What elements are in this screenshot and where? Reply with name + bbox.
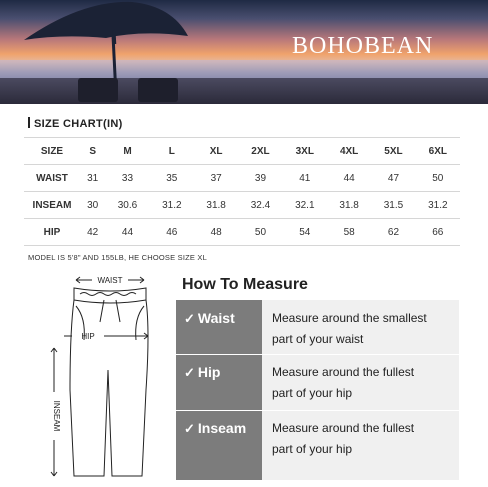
table-cell: 41 [283,165,327,192]
table-cell: 44 [105,219,149,246]
check-icon: ✓ [184,365,195,380]
measure-description [262,354,459,410]
table-cell: 32.4 [238,192,282,219]
table-cell: 50 [238,219,282,246]
table-cell: 31.5 [371,192,415,219]
beach-chair [78,78,118,102]
size-chart-title [28,117,123,130]
measure-label-text: Inseam [197,420,247,436]
waistband-elastic [80,293,136,296]
table-header-row [24,138,460,165]
table-cell: 30.6 [105,192,149,219]
brand-logo: BOHOBEAN [292,33,434,59]
measure-description-line: part of your hip [272,442,353,456]
measure-description-line: Measure around the fullest [272,421,415,435]
table-cell: 50 [416,165,460,192]
row-divider [176,410,459,411]
measure-description [262,410,459,480]
measure-label [176,354,262,410]
table-cell: 47 [371,165,415,192]
table-cell: 31.2 [150,192,194,219]
table-row [24,165,460,192]
row-divider [176,354,459,355]
table-cell: 35 [150,165,194,192]
banner-image [0,0,488,104]
table-cell: 46 [150,219,194,246]
table-cell: 33 [105,165,149,192]
table-cell: 32.1 [283,192,327,219]
table-cell: 39 [238,165,282,192]
table-header-cell: 3XL [283,138,327,165]
row-header: WAIST [24,165,80,192]
how-to-measure-title: How To Measure [182,276,308,293]
table-cell: 30 [80,192,105,219]
table-header-cell: S [80,138,105,165]
hip-label: HIP [81,332,95,341]
measure-label [176,300,262,354]
beach-chair [138,78,178,102]
table-header-cell: 4XL [327,138,371,165]
table-cell: 31.8 [327,192,371,219]
table-cell: 66 [416,219,460,246]
table-header-cell: L [150,138,194,165]
table-cell: 31.2 [416,192,460,219]
table-cell: 48 [194,219,238,246]
table-header-cell: M [105,138,149,165]
measure-description-line: part of your hip [272,386,353,400]
table-cell: 42 [80,219,105,246]
waist-label: WAIST [97,276,123,285]
size-chart-title-text: SIZE CHART(IN) [34,118,123,130]
check-icon: ✓ [184,311,195,326]
table-header-cell: 2XL [238,138,282,165]
table-row [24,192,460,219]
check-icon: ✓ [184,421,195,436]
table-row [24,219,460,246]
table-cell: 54 [283,219,327,246]
title-bar [28,117,30,128]
row-header: HIP [24,219,80,246]
measure-description [262,300,459,354]
table-cell: 58 [327,219,371,246]
table-header-cell: 6XL [416,138,460,165]
table-header-cell: XL [194,138,238,165]
table-cell: 37 [194,165,238,192]
table-cell: 62 [371,219,415,246]
measure-description-line: part of your waist [272,332,364,346]
measure-description-line: Measure around the fullest [272,365,415,379]
pocket [136,306,144,340]
table-cell: 31.8 [194,192,238,219]
row-header: INSEAM [24,192,80,219]
model-note: MODEL IS 5'8" AND 155LB, HE CHOOSE SIZE XL [28,253,207,262]
table-header-cell: 5XL [371,138,415,165]
measure-label [176,410,262,480]
measure-row-inseam [176,410,459,480]
pants-diagram [40,270,170,484]
table-header-cell: SIZE [24,138,80,165]
table-cell: 31 [80,165,105,192]
inseam-label: INSEAM [52,400,61,432]
measure-description-line: Measure around the smallest [272,311,427,325]
measure-label-text: Hip [197,364,221,380]
measure-label-text: Waist [197,310,235,326]
measure-row-waist [176,300,459,354]
measure-row-hip [176,354,459,410]
size-table [24,137,460,246]
table-cell: 44 [327,165,371,192]
